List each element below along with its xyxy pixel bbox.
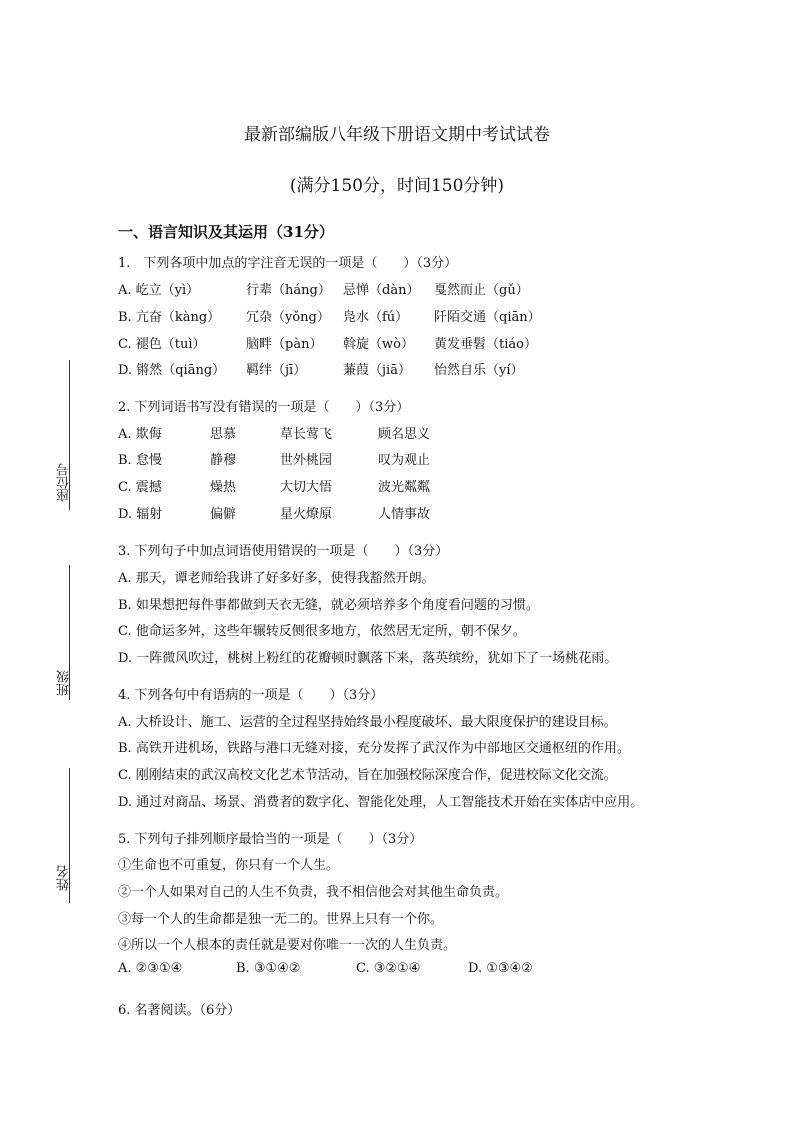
- option-d-item-3: 蒹葭（jiā）: [343, 363, 411, 378]
- question-4-option-c: C. 刚刚结束的武汉高校文化艺术节活动，旨在加强校际深度合作，促进校际文化交流。: [118, 768, 617, 783]
- choice-d: D. ①③④②: [468, 961, 533, 976]
- option-a-item-3: 忌惮（dàn）: [343, 283, 420, 298]
- option-a-item-2: 行辈（háng）: [246, 283, 331, 298]
- option-d-word-4: 人情事故: [378, 507, 431, 522]
- option-a-word-1: A. 欺侮: [118, 427, 162, 442]
- question-3-option-c: C. 他命运多舛，这些年辗转反侧很多地方，依然居无定所，朝不保夕。: [118, 624, 526, 639]
- option-c-item-1: C. 褪色（tuì）: [118, 337, 206, 352]
- name-label: 姓名: [57, 865, 72, 891]
- question-3-stem: 3. 下列句子中加点词语使用错误的一项是（ ）（3分）: [118, 544, 449, 559]
- choice-c: C. ③②①④: [356, 961, 421, 976]
- question-4-stem: 4. 下列各句中有语病的一项是（ ）（3分）: [118, 688, 384, 703]
- option-d-item-4: 怡然自乐（yí）: [434, 363, 524, 378]
- class-label: 班级: [57, 670, 72, 696]
- question-5-sentence-3: ③每一个人的生命都是独一无二的。世界上只有一个你。: [118, 912, 444, 927]
- question-1-stem: 1. 下列各项中加点的字注音无误的一项是（ ）（3分）: [118, 256, 458, 271]
- option-b-item-3: 凫水（fú）: [343, 310, 409, 325]
- question-3-option-a: A. 那天，谭老师给我讲了好多好多，使得我豁然开朗。: [118, 571, 435, 586]
- option-a-item-1: A. 屹立（yì）: [118, 283, 200, 298]
- choice-b: B. ③①④②: [236, 961, 301, 976]
- option-d-word-2: 偏僻: [210, 507, 237, 522]
- question-5-sentence-1: ①生命也不可重复，你只有一个人生。: [118, 858, 340, 873]
- option-c-word-2: 燥热: [210, 480, 237, 495]
- question-4-option-d: D. 通过对商品、场景、消费者的数字化、智能化处理，人工智能技术开始在实体店中应用。: [118, 795, 644, 810]
- question-5-sentence-4: ④所以一个人根本的责任就是要对你唯一一次的人生负责。: [118, 938, 457, 953]
- option-d-item-1: D. 锵然（qiāng）: [118, 363, 226, 378]
- question-2-stem: 2. 下列词语书写没有错误的一项是（ ）（3分）: [118, 400, 410, 415]
- option-c-item-3: 斡旋（wò）: [343, 337, 414, 352]
- option-d-word-1: D. 辐射: [118, 507, 163, 522]
- section-heading: 一、语言知识及其运用（31分）: [118, 223, 334, 241]
- question-3-option-d: D. 一阵微风吹过，桃树上粉红的花瓣顿时飘落下来，落英缤纷，犹如下了一场桃花雨。: [118, 651, 618, 666]
- option-b-word-2: 静穆: [210, 453, 237, 468]
- option-a-word-4: 顾名思义: [378, 427, 431, 442]
- option-b-word-3: 世外桃园: [280, 453, 333, 468]
- option-d-word-3: 星火燎原: [280, 507, 333, 522]
- option-b-item-4: 阡陌交通（qiān）: [434, 310, 541, 325]
- option-c-item-2: 脑畔（pàn）: [246, 337, 323, 352]
- option-c-word-1: C. 震撼: [118, 480, 162, 495]
- option-a-word-2: 思慕: [210, 427, 237, 442]
- option-c-item-4: 黄发垂髫（tiáo）: [434, 337, 537, 352]
- option-b-word-1: B. 怠慢: [118, 453, 162, 468]
- question-3-option-b: B. 如果想把每件事都做到天衣无缝，就必须培养多个角度看问题的习惯。: [118, 598, 539, 613]
- question-5-sentence-2: ②一个人如果对自己的人生不负责，我不相信他会对其他生命负责。: [118, 885, 509, 900]
- option-b-item-2: 冗杂（yǒng）: [246, 310, 330, 325]
- seat-number-label: 座位号: [57, 463, 72, 502]
- choice-a: A. ②③①④: [118, 961, 183, 976]
- question-6-stem: 6. 名著阅读。（6分）: [118, 1003, 241, 1018]
- option-c-word-3: 大切大悟: [280, 480, 333, 495]
- question-5-stem: 5. 下列句子排列顺序最恰当的一项是（ ）（3分）: [118, 832, 423, 847]
- option-d-item-2: 羁绊（jī）: [246, 363, 307, 378]
- question-4-option-a: A. 大桥设计、施工、运营的全过程坚持始终最小程度破坏、最大限度保护的建设目标。: [118, 715, 617, 730]
- option-b-word-4: 叹为观止: [378, 453, 431, 468]
- page-subtitle: (满分150分，时间150分钟): [289, 176, 505, 196]
- option-a-item-4: 戛然而止（gǔ）: [434, 283, 529, 298]
- option-c-word-4: 波光粼粼: [378, 480, 431, 495]
- page-title: 最新部编版八年级下册语文期中考试试卷: [244, 125, 550, 145]
- option-b-item-1: B. 亢奋（kàng）: [118, 310, 221, 325]
- option-a-word-3: 草长莺飞: [280, 427, 333, 442]
- question-4-option-b: B. 高铁开进机场，铁路与港口无缝对接，充分发挥了武汉作为中部地区交通枢纽的作用。: [118, 741, 630, 756]
